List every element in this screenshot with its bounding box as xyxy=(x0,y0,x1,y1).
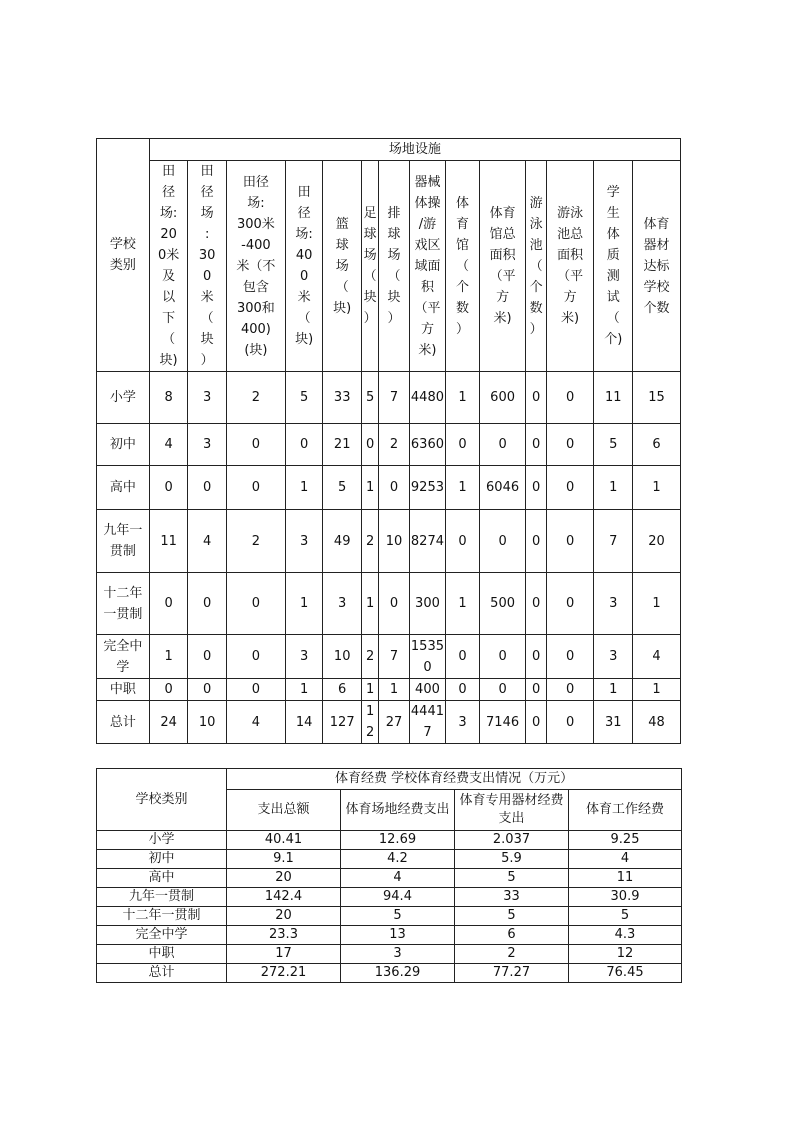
table-cell: 1 xyxy=(633,466,681,510)
row-category: 小学 xyxy=(97,831,227,850)
table-cell: 0 xyxy=(226,635,285,679)
table-cell: 2 xyxy=(361,635,378,679)
table-cell: 0 xyxy=(446,510,480,573)
table-cell: 44417 xyxy=(409,701,446,744)
table-cell: 9253 xyxy=(409,466,446,510)
table-cell: 48 xyxy=(633,701,681,744)
row-category: 十二年一贯制 xyxy=(97,907,227,926)
table-cell: 127 xyxy=(323,701,362,744)
table-cell: 49 xyxy=(323,510,362,573)
table-cell: 0 xyxy=(546,372,594,424)
table-row xyxy=(97,926,682,945)
table-cell: 3 xyxy=(446,701,480,744)
table-row xyxy=(97,466,681,510)
row-category: 中职 xyxy=(97,945,227,964)
budget-column-header: 体育专用器材经费支出 xyxy=(455,790,569,831)
table-cell: 6 xyxy=(323,679,362,701)
table-cell: 7146 xyxy=(479,701,526,744)
table-cell: 1 xyxy=(594,466,633,510)
row-category: 九年一贯制 xyxy=(97,888,227,907)
budget-group-header: 体育经费 学校体育经费支出情况（万元） xyxy=(227,769,682,790)
table-cell: 23.3 xyxy=(227,926,341,945)
table-cell: 11 xyxy=(594,372,633,424)
row-category: 初中 xyxy=(97,424,150,466)
facility-column-header: 器械 体操 /游 戏区 域面 积 （平 方 米) xyxy=(409,161,446,372)
facility-column-header: 游 泳 池 （ 个 数 ） xyxy=(526,161,546,372)
table-cell: 12.69 xyxy=(341,831,455,850)
table-cell: 3 xyxy=(594,573,633,635)
row-category: 中职 xyxy=(97,679,150,701)
table-cell: 0 xyxy=(188,573,227,635)
row-category: 十二年一贯制 xyxy=(97,573,150,635)
table-cell: 0 xyxy=(446,424,480,466)
table-cell: 1 xyxy=(361,466,378,510)
table-cell: 1 xyxy=(633,679,681,701)
table-cell: 5 xyxy=(341,907,455,926)
table-cell: 33 xyxy=(323,372,362,424)
facility-column-header: 田径 场: 300米 -400 米（不 包含 300和 400) (块) xyxy=(226,161,285,372)
table-row xyxy=(97,679,681,701)
facility-corner-header: 学校 类别 xyxy=(97,139,150,372)
table-cell: 0 xyxy=(379,466,409,510)
table-cell: 77.27 xyxy=(455,964,569,983)
table-cell: 0 xyxy=(188,679,227,701)
table-cell: 5 xyxy=(594,424,633,466)
table-cell: 1 xyxy=(149,635,188,679)
row-category: 高中 xyxy=(97,466,150,510)
table-cell: 2 xyxy=(226,510,285,573)
facility-header-row xyxy=(97,161,681,372)
table-row xyxy=(97,964,682,983)
table-cell: 6 xyxy=(633,424,681,466)
table-cell: 0 xyxy=(379,573,409,635)
table-cell: 94.4 xyxy=(341,888,455,907)
row-category: 小学 xyxy=(97,372,150,424)
table-cell: 21 xyxy=(323,424,362,466)
facility-column-header: 排 球 场 （ 块 ） xyxy=(379,161,409,372)
table-cell: 2 xyxy=(379,424,409,466)
table-cell: 0 xyxy=(546,679,594,701)
table-cell: 0 xyxy=(226,466,285,510)
table-cell: 7 xyxy=(379,635,409,679)
table-cell: 0 xyxy=(479,424,526,466)
table-cell: 0 xyxy=(546,510,594,573)
table-cell: 0 xyxy=(479,635,526,679)
table-cell: 300 xyxy=(409,573,446,635)
table-cell: 1 xyxy=(594,679,633,701)
facility-column-header: 田 径 场: 20 0米 及 以 下 （ 块) xyxy=(149,161,188,372)
table-cell: 1 xyxy=(633,573,681,635)
table-cell: 6 xyxy=(455,926,569,945)
table-cell: 20 xyxy=(227,907,341,926)
table-cell: 15350 xyxy=(409,635,446,679)
budget-column-header: 体育场地经费支出 xyxy=(341,790,455,831)
table-cell: 0 xyxy=(226,679,285,701)
table-cell: 2 xyxy=(226,372,285,424)
table-cell: 1 xyxy=(379,679,409,701)
facility-body xyxy=(97,372,681,744)
table-row xyxy=(97,831,682,850)
table-cell: 6360 xyxy=(409,424,446,466)
budget-column-header: 体育工作经费 xyxy=(569,790,682,831)
table-row xyxy=(97,850,682,869)
row-category: 九年一贯制 xyxy=(97,510,150,573)
table-cell: 0 xyxy=(526,424,546,466)
table-cell: 0 xyxy=(526,510,546,573)
table-cell: 0 xyxy=(149,466,188,510)
table-cell: 0 xyxy=(546,635,594,679)
table-cell: 17 xyxy=(227,945,341,964)
table-cell: 2 xyxy=(361,510,378,573)
facility-group-header: 场地设施 xyxy=(149,139,680,161)
table-cell: 5 xyxy=(455,869,569,888)
table-cell: 3 xyxy=(323,573,362,635)
table-cell: 0 xyxy=(285,424,323,466)
row-category: 高中 xyxy=(97,869,227,888)
table-cell: 0 xyxy=(526,635,546,679)
table-cell: 600 xyxy=(479,372,526,424)
table-cell: 0 xyxy=(479,510,526,573)
table-cell: 8 xyxy=(149,372,188,424)
table-cell: 136.29 xyxy=(341,964,455,983)
table-cell: 0 xyxy=(526,372,546,424)
table-cell: 4 xyxy=(149,424,188,466)
table-cell: 24 xyxy=(149,701,188,744)
table-cell: 0 xyxy=(188,466,227,510)
table-cell: 20 xyxy=(227,869,341,888)
table-row xyxy=(97,701,681,744)
table-cell: 1 xyxy=(361,679,378,701)
table-cell: 9.25 xyxy=(569,831,682,850)
facility-column-header: 田 径 场: 40 0 米 （ 块) xyxy=(285,161,323,372)
table-cell: 7 xyxy=(594,510,633,573)
table-cell: 0 xyxy=(226,424,285,466)
table-cell: 4.3 xyxy=(569,926,682,945)
facility-column-header: 学 生 体 质 测 试 （ 个) xyxy=(594,161,633,372)
table-row xyxy=(97,635,681,679)
facility-column-header: 体 育 馆 （ 个 数 ） xyxy=(446,161,480,372)
facility-column-header: 体育 馆总 面积 （平 方 米) xyxy=(479,161,526,372)
table-cell: 1 xyxy=(446,466,480,510)
table-cell: 11 xyxy=(149,510,188,573)
budget-column-header: 支出总额 xyxy=(227,790,341,831)
table-cell: 20 xyxy=(633,510,681,573)
table-cell: 5.9 xyxy=(455,850,569,869)
facility-column-header: 体育 器材 达标 学校 个数 xyxy=(633,161,681,372)
row-category: 完全中学 xyxy=(97,926,227,945)
table-cell: 1 xyxy=(285,573,323,635)
table-cell: 0 xyxy=(188,635,227,679)
table-cell: 0 xyxy=(149,679,188,701)
table-cell: 14 xyxy=(285,701,323,744)
table-cell: 9.1 xyxy=(227,850,341,869)
table-cell: 4480 xyxy=(409,372,446,424)
table-cell: 0 xyxy=(526,701,546,744)
table-cell: 0 xyxy=(546,466,594,510)
table-cell: 3 xyxy=(285,635,323,679)
facility-column-header: 游泳 池总 面积 （平 方 米) xyxy=(546,161,594,372)
table-cell: 10 xyxy=(188,701,227,744)
table-cell: 10 xyxy=(323,635,362,679)
table-cell: 3 xyxy=(285,510,323,573)
table-cell: 1 xyxy=(285,466,323,510)
table-cell: 1 xyxy=(361,573,378,635)
table-cell: 31 xyxy=(594,701,633,744)
table-cell: 0 xyxy=(526,573,546,635)
table-cell: 3 xyxy=(188,424,227,466)
facility-table xyxy=(96,138,681,744)
table-cell: 4 xyxy=(569,850,682,869)
table-cell: 1 xyxy=(446,372,480,424)
table-cell: 40.41 xyxy=(227,831,341,850)
table-cell: 3 xyxy=(188,372,227,424)
table-cell: 13 xyxy=(341,926,455,945)
table-cell: 4 xyxy=(633,635,681,679)
table-cell: 5 xyxy=(323,466,362,510)
table-cell: 0 xyxy=(361,424,378,466)
facility-column-header: 篮 球 场 （ 块) xyxy=(323,161,362,372)
table-cell: 0 xyxy=(546,424,594,466)
table-cell: 7 xyxy=(379,372,409,424)
budget-body xyxy=(97,831,682,983)
table-cell: 4 xyxy=(226,701,285,744)
table-cell: 3 xyxy=(594,635,633,679)
table-cell: 12 xyxy=(569,945,682,964)
table-cell: 5 xyxy=(361,372,378,424)
table-cell: 11 xyxy=(569,869,682,888)
table-cell: 27 xyxy=(379,701,409,744)
table-cell: 3 xyxy=(341,945,455,964)
table-row xyxy=(97,945,682,964)
table-cell: 0 xyxy=(149,573,188,635)
table-row xyxy=(97,907,682,926)
table-cell: 6046 xyxy=(479,466,526,510)
facility-column-header: 足 球 场 （ 块 ） xyxy=(361,161,378,372)
table-cell: 1 xyxy=(285,679,323,701)
row-category: 总计 xyxy=(97,701,150,744)
row-category: 初中 xyxy=(97,850,227,869)
table-cell: 76.45 xyxy=(569,964,682,983)
table-cell: 2 xyxy=(455,945,569,964)
table-cell: 0 xyxy=(526,679,546,701)
table-cell: 2.037 xyxy=(455,831,569,850)
table-row xyxy=(97,573,681,635)
table-cell: 0 xyxy=(479,679,526,701)
row-category: 总计 xyxy=(97,964,227,983)
table-cell: 1 xyxy=(446,573,480,635)
table-cell: 15 xyxy=(633,372,681,424)
table-cell: 5 xyxy=(285,372,323,424)
table-cell: 500 xyxy=(479,573,526,635)
table-cell: 30.9 xyxy=(569,888,682,907)
budget-table xyxy=(96,768,682,983)
table-row xyxy=(97,888,682,907)
row-category: 完全中学 xyxy=(97,635,150,679)
table-cell: 5 xyxy=(455,907,569,926)
table-cell: 33 xyxy=(455,888,569,907)
table-cell: 8274 xyxy=(409,510,446,573)
table-cell: 0 xyxy=(446,679,480,701)
table-cell: 4 xyxy=(341,869,455,888)
table-cell: 0 xyxy=(546,573,594,635)
table-cell: 4 xyxy=(188,510,227,573)
table-cell: 0 xyxy=(446,635,480,679)
table-cell: 12 xyxy=(361,701,378,744)
table-row xyxy=(97,424,681,466)
budget-corner-header: 学校类别 xyxy=(97,769,227,831)
table-row xyxy=(97,510,681,573)
table-cell: 272.21 xyxy=(227,964,341,983)
table-cell: 4.2 xyxy=(341,850,455,869)
table-cell: 0 xyxy=(546,701,594,744)
table-cell: 142.4 xyxy=(227,888,341,907)
table-cell: 10 xyxy=(379,510,409,573)
facility-column-header: 田 径 场 : 30 0 米 （ 块 ） xyxy=(188,161,227,372)
table-cell: 0 xyxy=(526,466,546,510)
table-cell: 0 xyxy=(226,573,285,635)
table-cell: 5 xyxy=(569,907,682,926)
table-cell: 400 xyxy=(409,679,446,701)
table-row xyxy=(97,869,682,888)
table-row xyxy=(97,372,681,424)
